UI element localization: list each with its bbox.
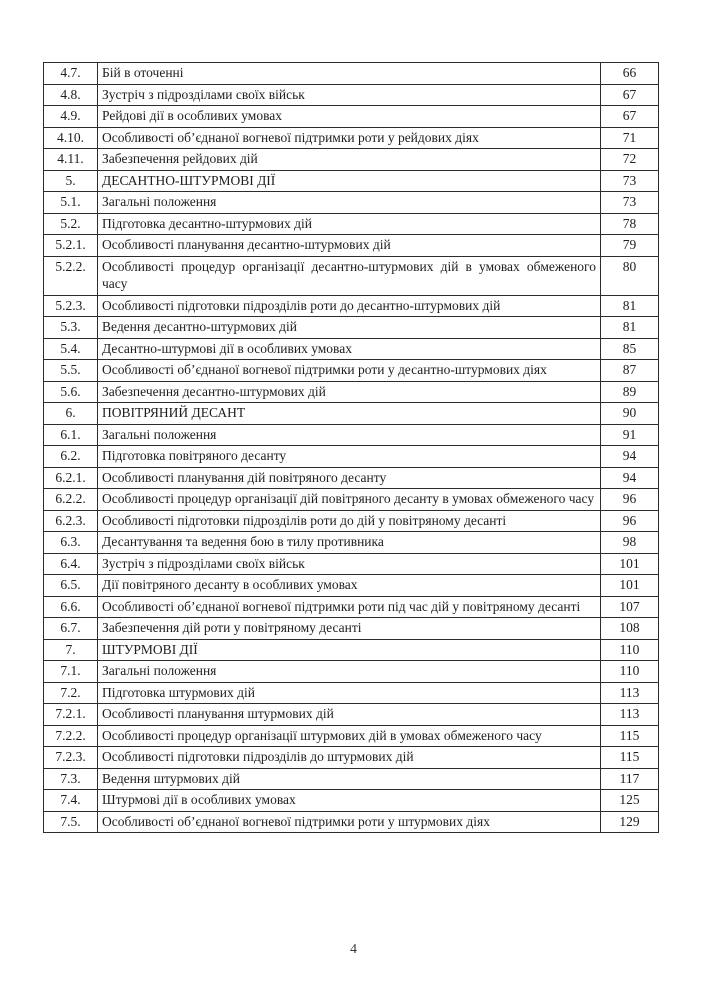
toc-cell-page: 110 [601, 639, 659, 661]
toc-cell-title: Підготовка повітряного десанту [98, 446, 601, 468]
toc-row [44, 235, 659, 257]
toc-cell-number: 7.2.3. [44, 747, 98, 769]
toc-row [44, 661, 659, 683]
toc-cell-page: 101 [601, 553, 659, 575]
toc-cell-number: 6.6. [44, 596, 98, 618]
toc-cell-number: 5.4. [44, 338, 98, 360]
toc-cell-page: 78 [601, 213, 659, 235]
toc-row [44, 811, 659, 833]
toc-cell-number: 5.2. [44, 213, 98, 235]
toc-cell-page: 110 [601, 661, 659, 683]
toc-cell-number: 7. [44, 639, 98, 661]
toc-cell-number: 6.2. [44, 446, 98, 468]
toc-cell-page: 66 [601, 63, 659, 85]
toc-row [44, 170, 659, 192]
toc-cell-number: 6.4. [44, 553, 98, 575]
toc-cell-page: 129 [601, 811, 659, 833]
toc-row [44, 747, 659, 769]
toc-row [44, 213, 659, 235]
toc-cell-title: Ведення десантно-штурмових дій [98, 317, 601, 339]
toc-cell-page: 125 [601, 790, 659, 812]
toc-cell-title: Особливості об’єднаної вогневої підтримки роти у штурмових діях [98, 811, 601, 833]
toc-cell-title: Бій в оточенні [98, 63, 601, 85]
toc-cell-number: 6.7. [44, 618, 98, 640]
toc-cell-title: Особливості процедур організації дій повітряного десанту в умовах обмеженого часу [98, 489, 601, 511]
toc-cell-number: 5.1. [44, 192, 98, 214]
toc-cell-page: 79 [601, 235, 659, 257]
toc-cell-page: 67 [601, 84, 659, 106]
toc-row [44, 467, 659, 489]
toc-cell-title: Дії повітряного десанту в особливих умовах [98, 575, 601, 597]
toc-cell-number: 4.11. [44, 149, 98, 171]
toc-cell-number: 7.2.1. [44, 704, 98, 726]
toc-cell-title: Загальні положення [98, 424, 601, 446]
toc-cell-title: ПОВІТРЯНИЙ ДЕСАНТ [98, 403, 601, 425]
toc-row [44, 553, 659, 575]
toc-cell-page: 94 [601, 467, 659, 489]
toc-row [44, 360, 659, 382]
toc-row [44, 149, 659, 171]
toc-cell-page: 89 [601, 381, 659, 403]
toc-cell-number: 5.2.2. [44, 256, 98, 295]
toc-row [44, 510, 659, 532]
toc-cell-title: Штурмові дії в особливих умовах [98, 790, 601, 812]
toc-row [44, 127, 659, 149]
toc-cell-number: 4.10. [44, 127, 98, 149]
toc-row [44, 63, 659, 85]
toc-row [44, 403, 659, 425]
toc-cell-page: 85 [601, 338, 659, 360]
toc-row [44, 704, 659, 726]
toc-cell-number: 4.9. [44, 106, 98, 128]
toc-cell-number: 6.2.1. [44, 467, 98, 489]
toc-cell-title: Загальні положення [98, 661, 601, 683]
toc-cell-page: 96 [601, 489, 659, 511]
toc-cell-number: 5. [44, 170, 98, 192]
toc-cell-number: 5.2.3. [44, 295, 98, 317]
toc-cell-page: 80 [601, 256, 659, 295]
toc-row [44, 84, 659, 106]
toc-cell-number: 6.3. [44, 532, 98, 554]
toc-row [44, 317, 659, 339]
toc-row [44, 725, 659, 747]
toc-cell-page: 107 [601, 596, 659, 618]
toc-row [44, 338, 659, 360]
toc-cell-title: Особливості підготовки підрозділів до штурмових дій [98, 747, 601, 769]
toc-cell-page: 108 [601, 618, 659, 640]
toc-cell-number: 5.6. [44, 381, 98, 403]
toc-row [44, 532, 659, 554]
toc-cell-title: Особливості підготовки підрозділів роти до дій у повітряному десанті [98, 510, 601, 532]
toc-cell-page: 81 [601, 295, 659, 317]
toc-cell-number: 7.1. [44, 661, 98, 683]
toc-table [43, 62, 659, 833]
toc-cell-title: Особливості планування дій повітряного десанту [98, 467, 601, 489]
toc-cell-page: 67 [601, 106, 659, 128]
toc-cell-page: 117 [601, 768, 659, 790]
toc-cell-number: 7.4. [44, 790, 98, 812]
toc-row [44, 446, 659, 468]
toc-cell-page: 81 [601, 317, 659, 339]
toc-cell-page: 73 [601, 192, 659, 214]
toc-row [44, 575, 659, 597]
toc-cell-number: 6. [44, 403, 98, 425]
toc-row [44, 381, 659, 403]
toc-cell-title: Особливості планування десантно-штурмових дій [98, 235, 601, 257]
toc-cell-title: Рейдові дії в особливих умовах [98, 106, 601, 128]
toc-cell-title: ШТУРМОВІ ДІЇ [98, 639, 601, 661]
toc-cell-page: 115 [601, 747, 659, 769]
toc-cell-title: Особливості процедур організації штурмових дій в умовах обмеженого часу [98, 725, 601, 747]
toc-cell-title: Особливості підготовки підрозділів роти до десантно-штурмових дій [98, 295, 601, 317]
toc-cell-title: Забезпечення дій роти у повітряному десанті [98, 618, 601, 640]
toc-cell-page: 90 [601, 403, 659, 425]
toc-cell-number: 7.2. [44, 682, 98, 704]
toc-cell-title: ДЕСАНТНО-ШТУРМОВІ ДІЇ [98, 170, 601, 192]
toc-cell-number: 5.3. [44, 317, 98, 339]
toc-cell-title: Забезпечення рейдових дій [98, 149, 601, 171]
toc-cell-title: Особливості об’єднаної вогневої підтримки роти під час дій у повітряному десанті [98, 596, 601, 618]
toc-cell-title: Забезпечення десантно-штурмових дій [98, 381, 601, 403]
toc-cell-title: Особливості об’єднаної вогневої підтримки роти у рейдових діях [98, 127, 601, 149]
toc-cell-page: 71 [601, 127, 659, 149]
toc-cell-title: Особливості процедур організації десантно-штурмових дій в умовах обмеженого часу [98, 256, 601, 295]
page-number-footer: 4 [350, 942, 357, 957]
toc-cell-number: 4.7. [44, 63, 98, 85]
toc-cell-page: 113 [601, 704, 659, 726]
toc-cell-page: 96 [601, 510, 659, 532]
toc-row [44, 192, 659, 214]
toc-cell-page: 87 [601, 360, 659, 382]
toc-cell-number: 6.5. [44, 575, 98, 597]
toc-cell-number: 6.2.2. [44, 489, 98, 511]
toc-cell-title: Ведення штурмових дій [98, 768, 601, 790]
toc-cell-page: 98 [601, 532, 659, 554]
toc-body [44, 63, 659, 833]
toc-cell-number: 7.5. [44, 811, 98, 833]
toc-cell-number: 5.2.1. [44, 235, 98, 257]
toc-cell-title: Особливості планування штурмових дій [98, 704, 601, 726]
toc-row [44, 596, 659, 618]
toc-row [44, 424, 659, 446]
toc-cell-page: 94 [601, 446, 659, 468]
toc-cell-number: 7.2.2. [44, 725, 98, 747]
toc-cell-title: Підготовка штурмових дій [98, 682, 601, 704]
toc-cell-page: 91 [601, 424, 659, 446]
toc-cell-page: 73 [601, 170, 659, 192]
toc-cell-title: Зустріч з підрозділами своїх військ [98, 84, 601, 106]
toc-cell-title: Десантування та ведення бою в тилу противника [98, 532, 601, 554]
toc-cell-page: 115 [601, 725, 659, 747]
toc-cell-page: 113 [601, 682, 659, 704]
toc-row [44, 295, 659, 317]
toc-row [44, 790, 659, 812]
toc-cell-title: Підготовка десантно-штурмових дій [98, 213, 601, 235]
toc-cell-number: 6.2.3. [44, 510, 98, 532]
toc-row [44, 489, 659, 511]
toc-cell-title: Загальні положення [98, 192, 601, 214]
toc-cell-number: 5.5. [44, 360, 98, 382]
toc-row [44, 618, 659, 640]
toc-cell-title: Зустріч з підрозділами своїх військ [98, 553, 601, 575]
toc-cell-number: 4.8. [44, 84, 98, 106]
toc-cell-number: 7.3. [44, 768, 98, 790]
toc-row [44, 768, 659, 790]
toc-cell-page: 101 [601, 575, 659, 597]
toc-row [44, 639, 659, 661]
toc-row [44, 256, 659, 295]
toc-cell-page: 72 [601, 149, 659, 171]
toc-cell-number: 6.1. [44, 424, 98, 446]
toc-row [44, 106, 659, 128]
toc-cell-title: Десантно-штурмові дії в особливих умовах [98, 338, 601, 360]
toc-cell-title: Особливості об’єднаної вогневої підтримки роти у десантно-штурмових діях [98, 360, 601, 382]
toc-row [44, 682, 659, 704]
